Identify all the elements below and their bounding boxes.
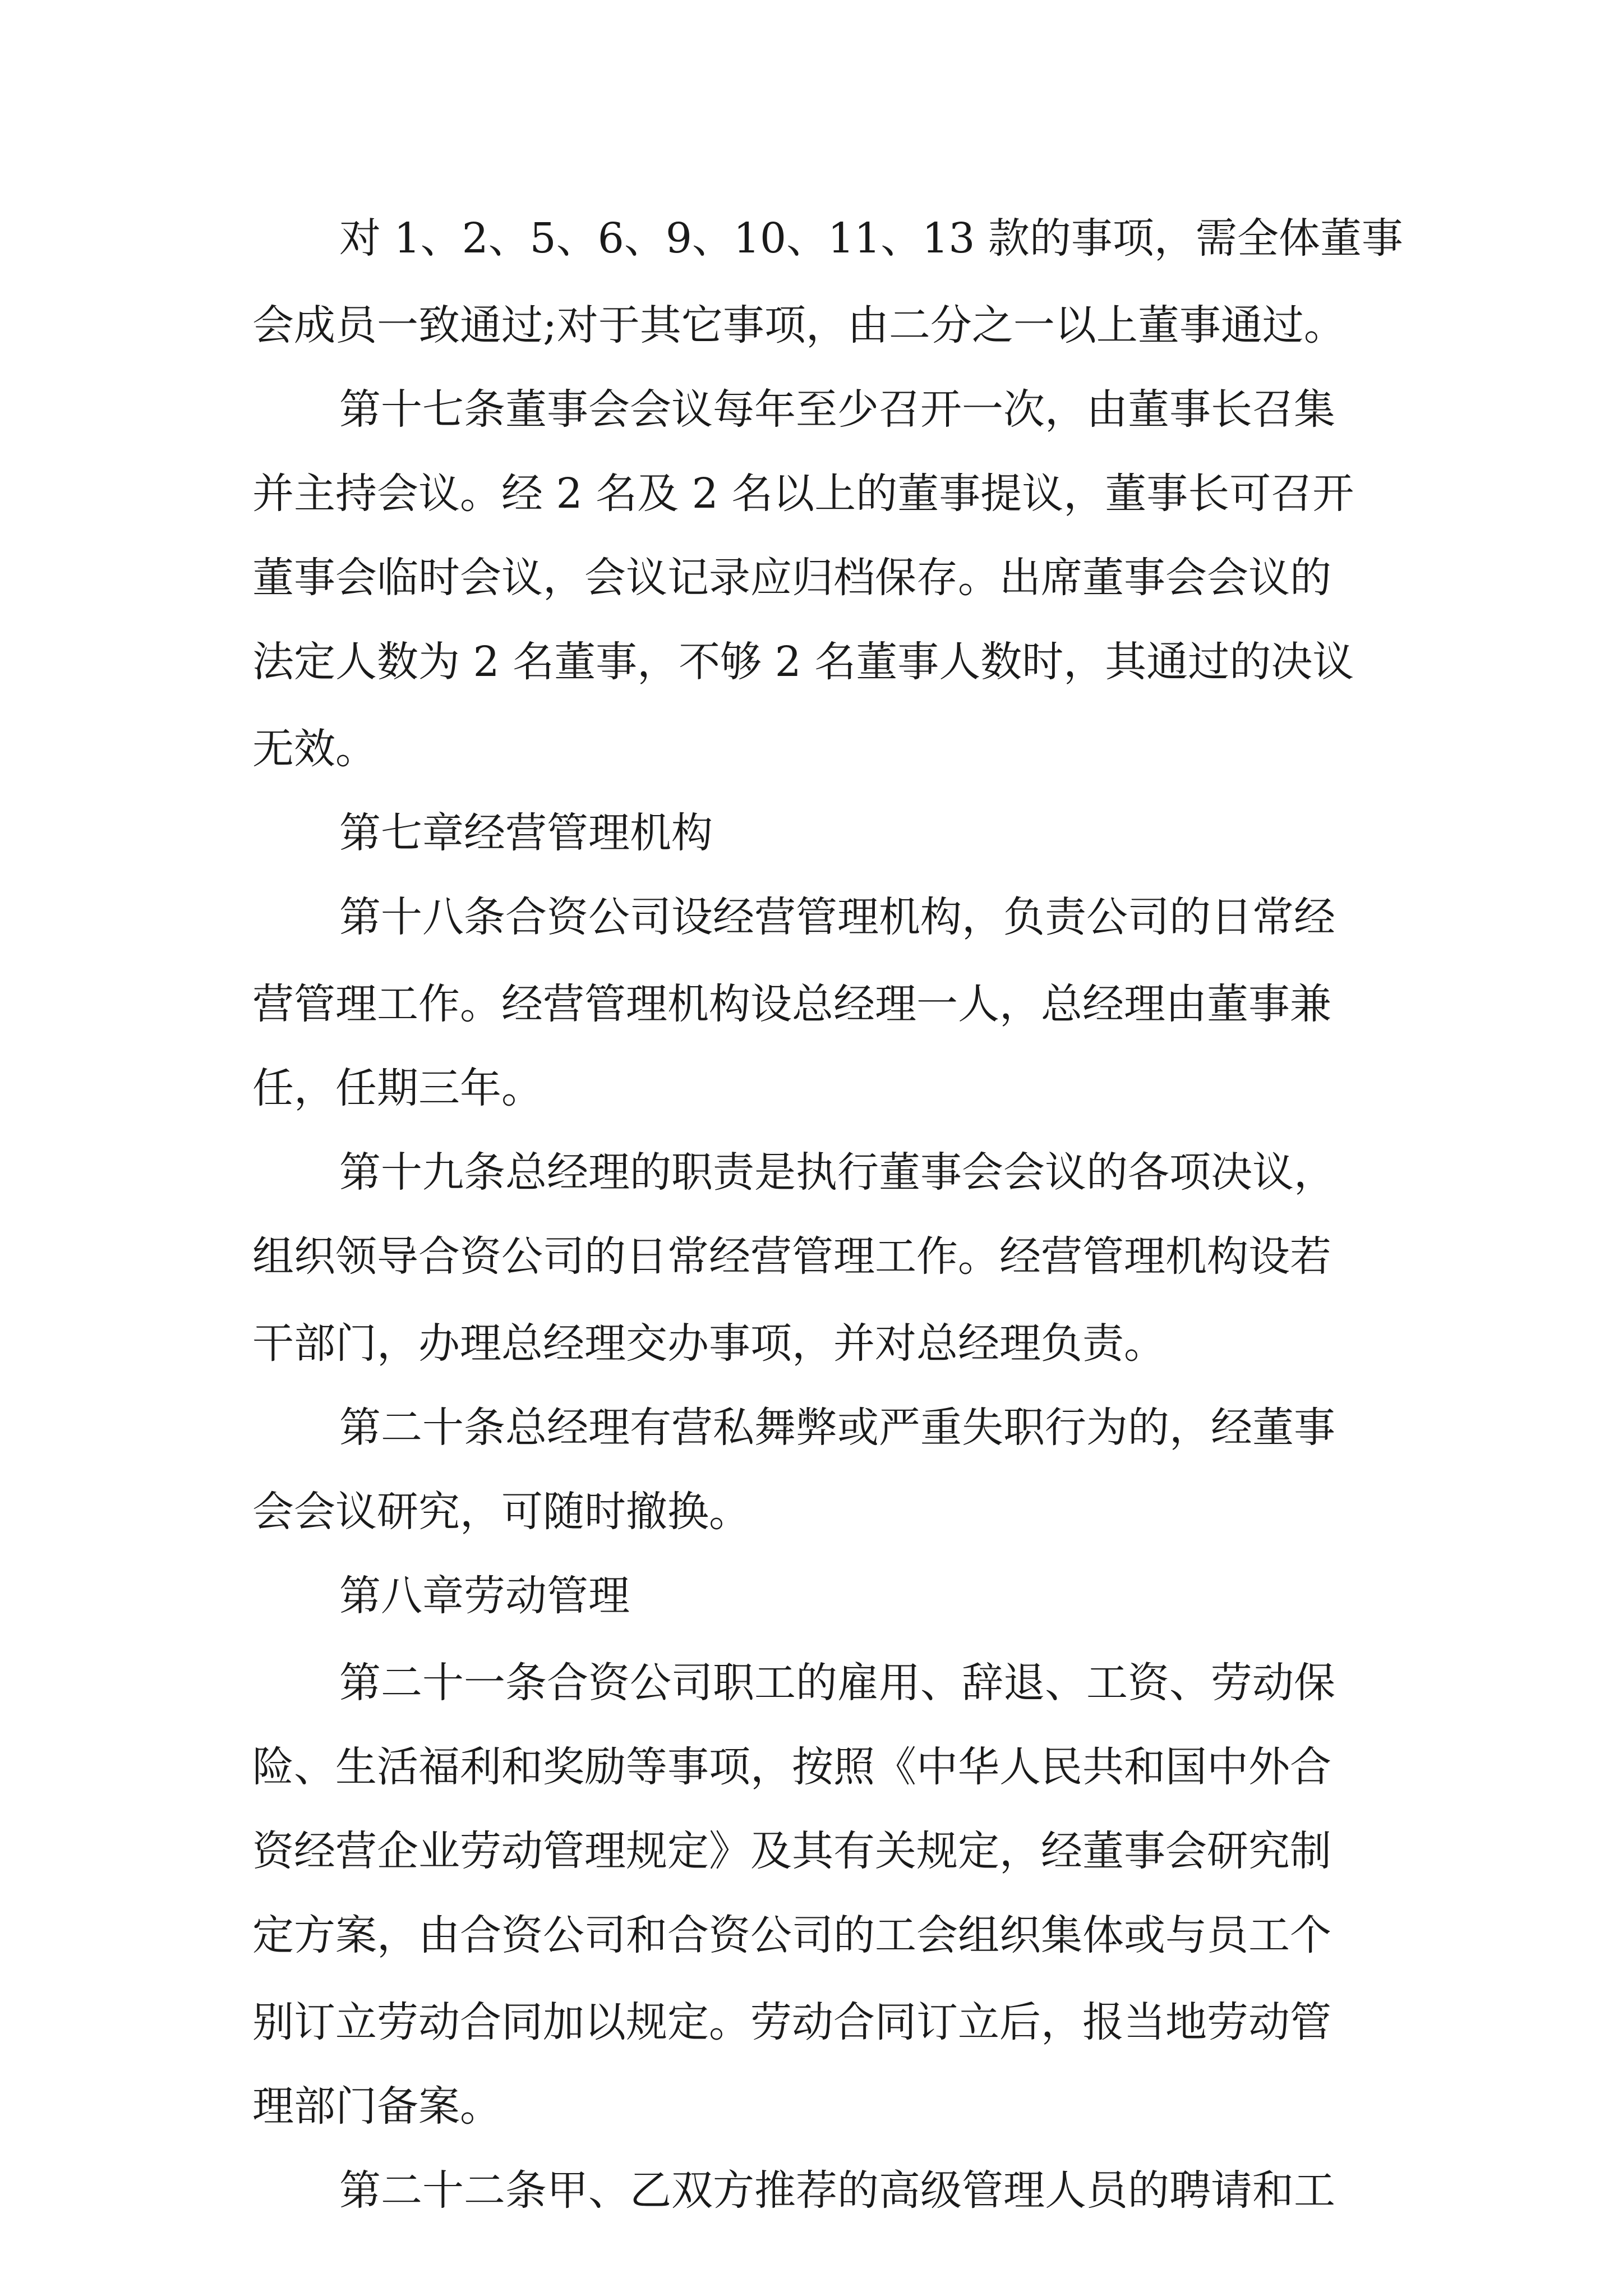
chapter-heading: 第七章经营管理机构 <box>339 809 713 857</box>
text-line: 第二十一条合资公司职工的雇用、辞退、工资、劳动保 <box>339 1659 1335 1707</box>
text-line: 并主持会议。经 2 名及 2 名以上的董事提议，董事长可召开 <box>252 470 1354 518</box>
text-line: 对 1、2、5、6、9、10、11、13 款的事项，需全体董事 <box>339 214 1403 263</box>
text-line: 组织领导合资公司的日常经营管理工作。经营管理机构设若 <box>252 1232 1331 1281</box>
chapter-heading: 第八章劳动管理 <box>339 1572 630 1620</box>
text-line: 会会议研究，可随时撤换。 <box>252 1488 750 1536</box>
text-line: 资经营企业劳动管理规定》及其有关规定，经董事会研究制 <box>252 1827 1331 1875</box>
text-line: 第十八条合资公司设经营管理机构，负责公司的日常经 <box>339 893 1335 941</box>
text-line: 定方案，由合资公司和合资公司的工会组织集体或与员工个 <box>252 1911 1331 1959</box>
text-line: 第十九条总经理的职责是执行董事会会议的各项决议， <box>339 1148 1335 1197</box>
text-line: 法定人数为 2 名董事，不够 2 名董事人数时，其通过的决议 <box>252 638 1354 686</box>
text-line: 第二十二条甲、乙双方推荐的高级管理人员的聘请和工 <box>339 2166 1335 2215</box>
text-line: 理部门备案。 <box>252 2082 501 2131</box>
text-line: 任，任期三年。 <box>252 1064 543 1112</box>
text-line: 第二十条总经理有营私舞弊或严重失职行为的，经董事 <box>339 1404 1335 1452</box>
text-line: 险、生活福利和奖励等事项，按照《中华人民共和国中外合 <box>252 1743 1331 1791</box>
text-line: 无效。 <box>252 725 377 773</box>
text-line: 干部门，办理总经理交办事项，并对总经理负责。 <box>252 1319 1165 1368</box>
text-line: 别订立劳动合同加以规定。劳动合同订立后，报当地劳动管 <box>252 1998 1331 2046</box>
text-line: 会成员一致通过;对于其它事项，由二分之一以上董事通过。 <box>252 301 1345 349</box>
text-line: 营管理工作。经营管理机构设总经理一人，总经理由董事兼 <box>252 980 1331 1028</box>
text-line: 第十七条董事会会议每年至少召开一次，由董事长召集 <box>339 385 1335 434</box>
text-line: 董事会临时会议，会议记录应归档保存。出席董事会会议的 <box>252 554 1331 602</box>
